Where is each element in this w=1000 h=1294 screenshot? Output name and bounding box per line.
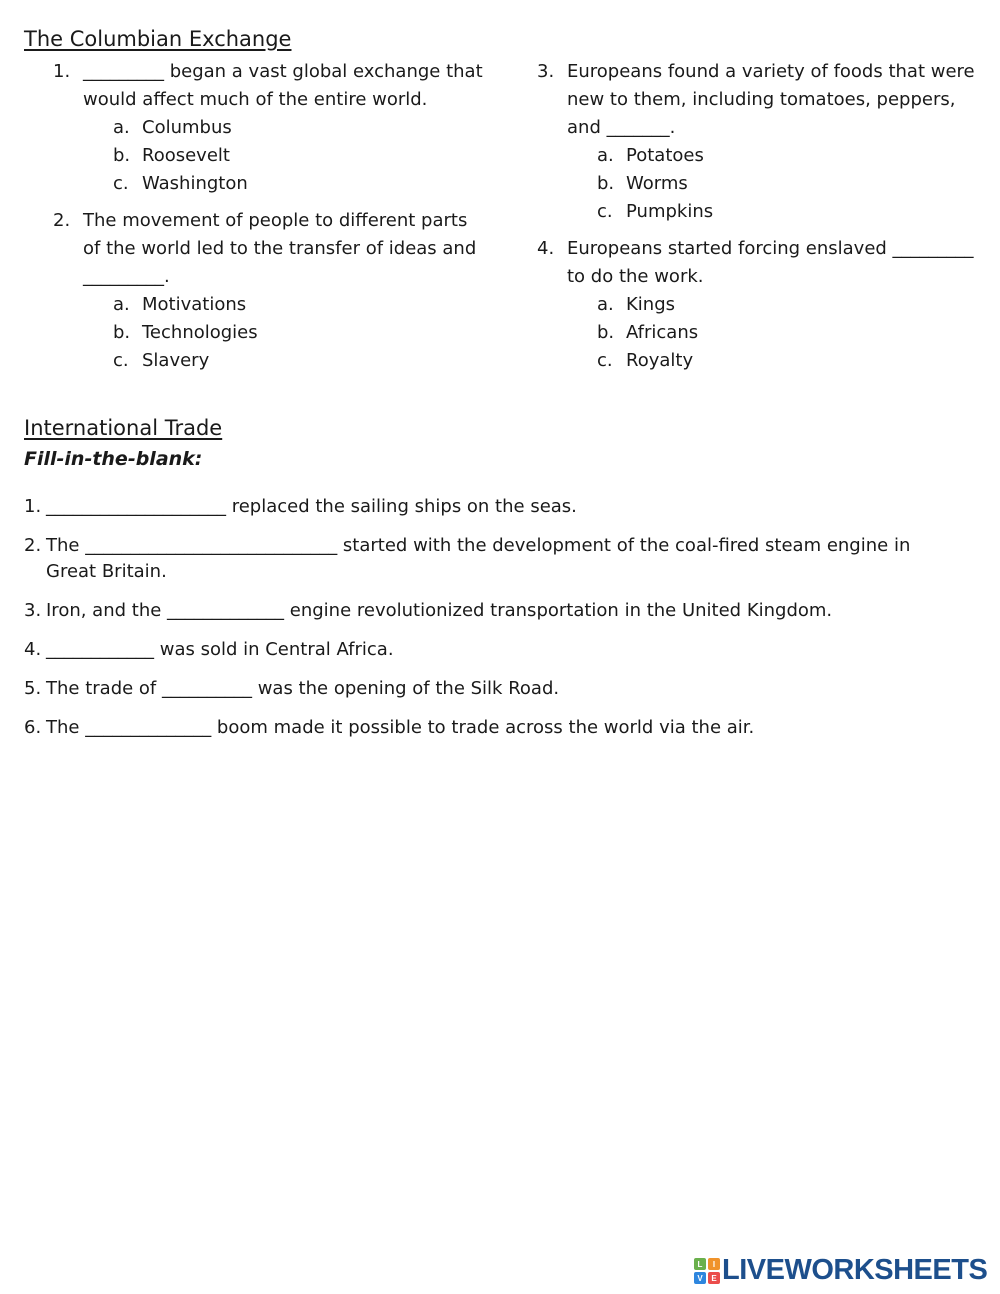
item-number: 1.: [24, 496, 42, 517]
question-text: Europeans started forcing enslaved _________ to do the work.: [567, 238, 974, 287]
answer-option[interactable]: [113, 291, 483, 319]
option-letter: b.: [597, 173, 615, 194]
question-4: [537, 235, 977, 375]
option-letter: a.: [113, 117, 130, 138]
answer-option[interactable]: [597, 198, 977, 226]
svg-text:I: I: [712, 1259, 716, 1269]
option-letter: a.: [113, 294, 130, 315]
liveworksheets-logo[interactable]: [694, 1254, 987, 1287]
answer-option[interactable]: [597, 319, 977, 347]
question-number: 3.: [537, 61, 555, 82]
liveworksheets-grid-icon: [694, 1258, 720, 1284]
option-letter: c.: [113, 173, 129, 194]
option-letter: a.: [597, 145, 614, 166]
answer-options: [567, 291, 977, 375]
answer-option[interactable]: [597, 347, 977, 375]
answer-options: [83, 291, 483, 375]
answer-option[interactable]: [113, 347, 483, 375]
option-text: Columbus: [142, 117, 232, 138]
fill-in-blank-list: [24, 494, 944, 754]
svg-text:E: E: [711, 1273, 717, 1283]
item-number: 5.: [24, 678, 42, 699]
fill-in-blank-item[interactable]: [24, 494, 944, 520]
item-number: 4.: [24, 639, 42, 660]
question-2: [53, 207, 483, 375]
option-letter: b.: [113, 322, 131, 343]
section-title-columbian-exchange: The Columbian Exchange: [24, 27, 292, 51]
fill-in-blank-item[interactable]: [24, 637, 944, 663]
question-3: [537, 58, 977, 226]
answer-option[interactable]: [113, 170, 483, 198]
question-text: Europeans found a variety of foods that were new to them, including tomatoes, peppers, and _______.: [567, 61, 975, 138]
fill-in-blank-item[interactable]: [24, 715, 944, 741]
item-text: Iron, and the _____________ engine revolutionized transportation in the United Kingdom.: [46, 600, 833, 621]
question-column-right: [537, 58, 977, 384]
answer-option[interactable]: [597, 142, 977, 170]
question-column-left: [53, 58, 483, 384]
answer-option[interactable]: [597, 170, 977, 198]
item-number: 6.: [24, 717, 42, 738]
option-text: Royalty: [626, 350, 694, 371]
option-text: Washington: [142, 173, 248, 194]
option-text: Roosevelt: [142, 145, 230, 166]
fill-in-blank-item[interactable]: [24, 533, 944, 585]
item-text: The ______________ boom made it possible to trade across the world via the air.: [46, 717, 755, 738]
svg-text:L: L: [697, 1259, 703, 1269]
option-letter: b.: [597, 322, 615, 343]
answer-options: [567, 142, 977, 226]
logo-text: LIVEWORKSHEETS: [722, 1254, 988, 1286]
fill-in-the-blank-subtitle: Fill-in-the-blank:: [24, 448, 203, 470]
item-text: ____________________ replaced the sailing ships on the seas.: [46, 496, 577, 517]
option-letter: a.: [597, 294, 614, 315]
question-number: 4.: [537, 238, 555, 259]
option-text: Pumpkins: [626, 201, 714, 222]
fill-in-blank-item[interactable]: [24, 676, 944, 702]
option-text: Africans: [626, 322, 699, 343]
item-number: 3.: [24, 600, 42, 621]
option-text: Technologies: [142, 322, 258, 343]
answer-options: [83, 114, 483, 198]
question-text: _________ began a vast global exchange that would affect much of the entire world.: [83, 61, 483, 110]
option-letter: c.: [113, 350, 129, 371]
option-letter: b.: [113, 145, 131, 166]
option-letter: c.: [597, 201, 613, 222]
answer-option[interactable]: [113, 142, 483, 170]
option-text: Worms: [626, 173, 688, 194]
question-1: [53, 58, 483, 198]
option-text: Potatoes: [626, 145, 704, 166]
fill-in-blank-item[interactable]: [24, 598, 944, 624]
item-text: The trade of __________ was the opening of the Silk Road.: [46, 678, 560, 699]
item-text: ____________ was sold in Central Africa.: [46, 639, 394, 660]
item-number: 2.: [24, 535, 42, 556]
item-text: The ____________________________ started with the development of the coal-fired steam engine in Great Britain.: [46, 535, 911, 582]
option-text: Motivations: [142, 294, 247, 315]
option-letter: c.: [597, 350, 613, 371]
question-text: The movement of people to different parts of the world led to the transfer of ideas and _________.: [83, 210, 477, 287]
question-number: 2.: [53, 210, 71, 231]
question-number: 1.: [53, 61, 71, 82]
option-text: Kings: [626, 294, 676, 315]
option-text: Slavery: [142, 350, 210, 371]
answer-option[interactable]: [113, 114, 483, 142]
answer-option[interactable]: [113, 319, 483, 347]
section-title-international-trade: International Trade: [24, 416, 223, 440]
svg-text:V: V: [697, 1273, 703, 1283]
answer-option[interactable]: [597, 291, 977, 319]
